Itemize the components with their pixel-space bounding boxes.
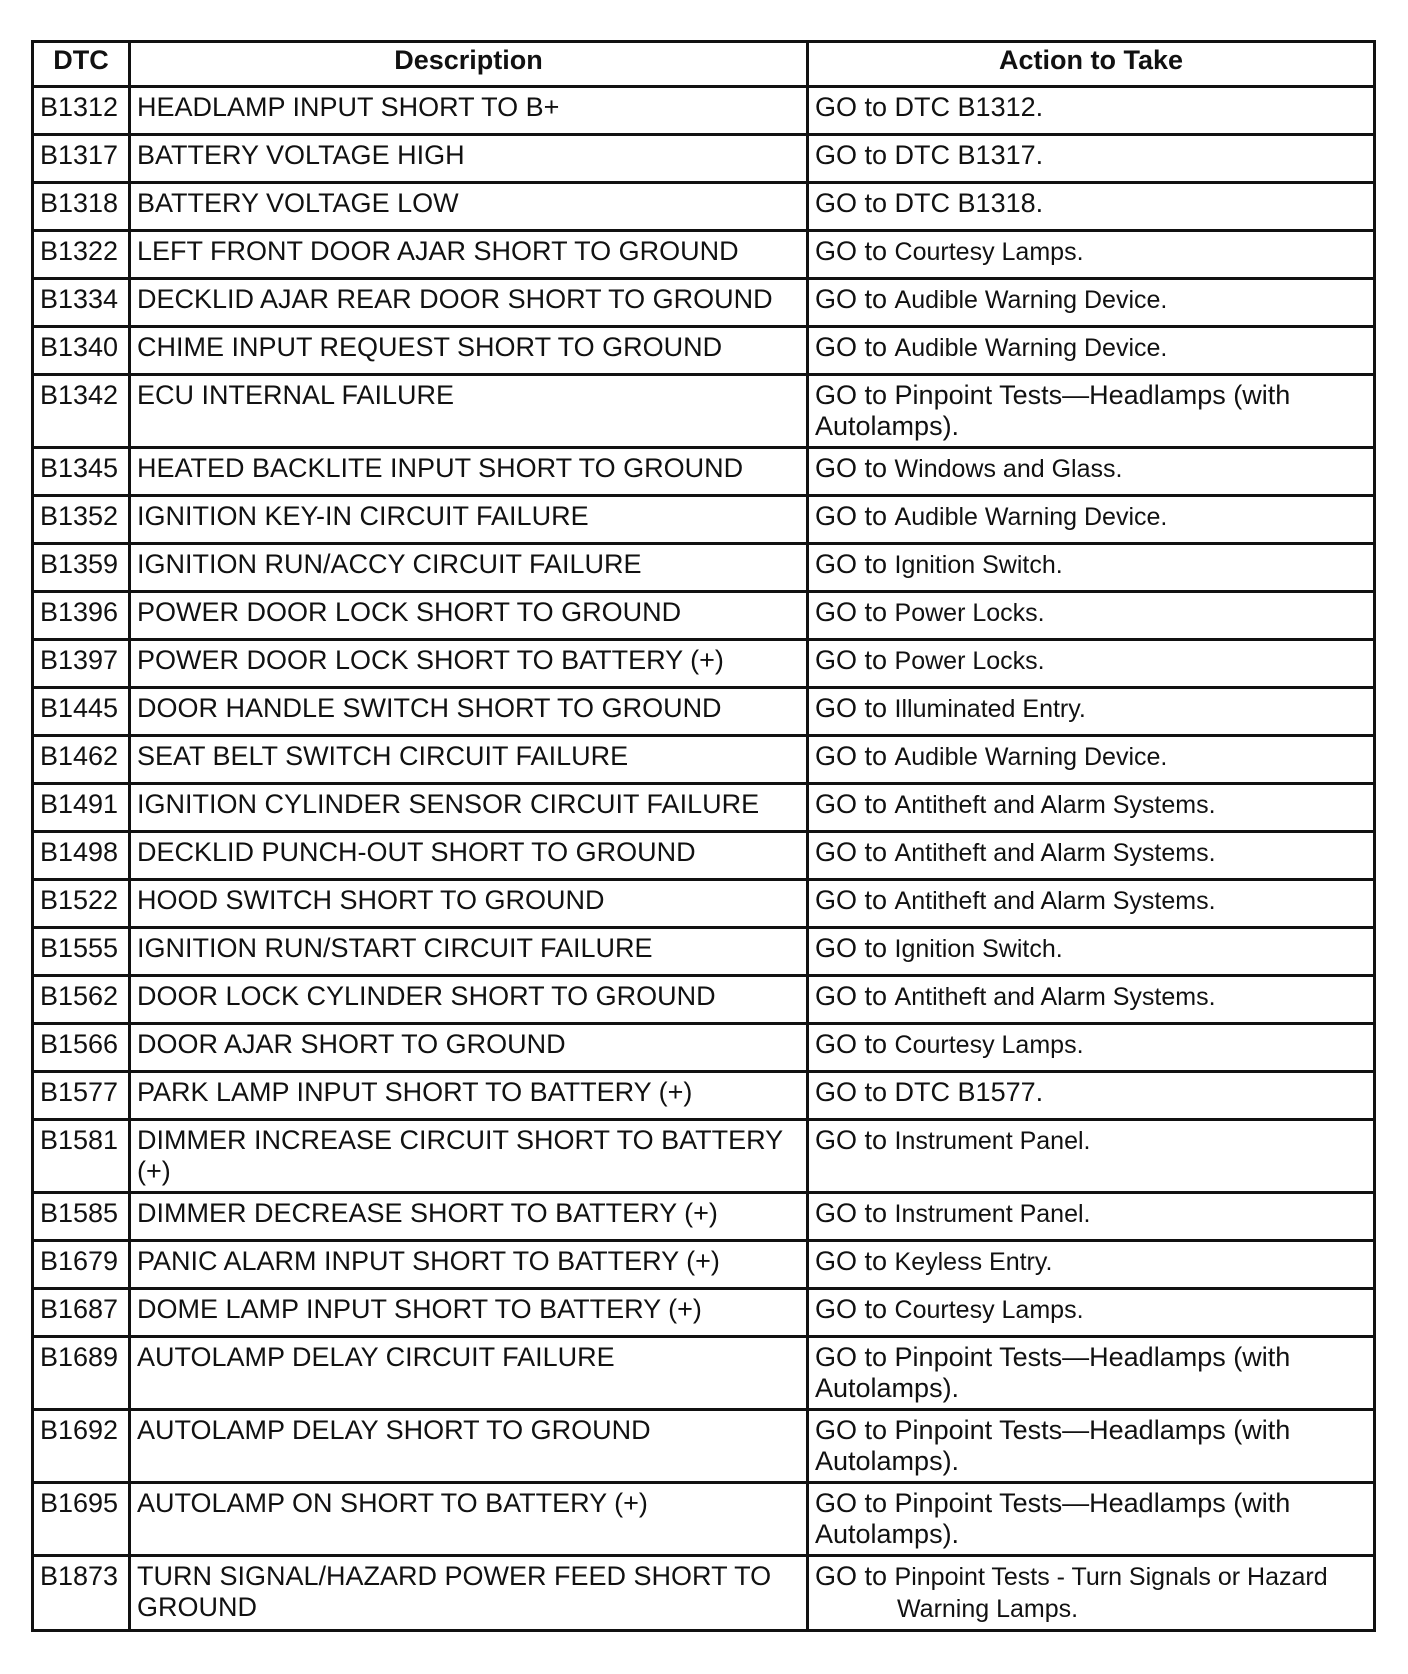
action-target-link: Audible Warning Device. (894, 286, 1168, 314)
dtc-description-cell: DECKLID AJAR REAR DOOR SHORT TO GROUND (130, 279, 808, 327)
action-target-link: Instrument Panel. (894, 1200, 1091, 1228)
action-cell (808, 736, 1375, 784)
dtc-code-cell: B1577 (33, 1072, 130, 1120)
action-target-link: Antitheft and Alarm Systems. (894, 839, 1216, 867)
dtc-code-cell: B1352 (33, 496, 130, 544)
dtc-description-cell: DECKLID PUNCH-OUT SHORT TO GROUND (130, 832, 808, 880)
action-go-label: GO to (815, 549, 888, 579)
action-go-label: GO to (815, 1342, 888, 1372)
action-go-label: GO to (815, 1294, 888, 1324)
table-row (33, 736, 1375, 784)
action-target-link: Audible Warning Device. (894, 503, 1168, 531)
action-go-label: GO to (815, 92, 888, 122)
action-cell (808, 928, 1375, 976)
dtc-code-cell: B1555 (33, 928, 130, 976)
action-go-label: GO to (815, 284, 888, 314)
action-go-label: GO to (815, 933, 888, 963)
table-row (33, 279, 1375, 327)
action-text (815, 645, 1045, 675)
dtc-code-cell: B1585 (33, 1193, 130, 1241)
action-target-link: Courtesy Lamps. (894, 1031, 1084, 1059)
dtc-description-cell: DOOR HANDLE SWITCH SHORT TO GROUND (130, 688, 808, 736)
dtc-description-cell: ECU INTERNAL FAILURE (130, 375, 808, 448)
action-go-label: GO to (815, 789, 888, 819)
dtc-code-cell: B1397 (33, 640, 130, 688)
action-text (815, 1415, 1290, 1476)
dtc-code-cell: B1562 (33, 976, 130, 1024)
table-row (33, 1193, 1375, 1241)
action-go-label: GO to (815, 741, 888, 771)
action-text (815, 933, 1063, 963)
dtc-description-cell: CHIME INPUT REQUEST SHORT TO GROUND (130, 327, 808, 375)
dtc-table (31, 40, 1376, 1632)
table-row (33, 928, 1375, 976)
dtc-description-cell: IGNITION KEY-IN CIRCUIT FAILURE (130, 496, 808, 544)
action-target-link: Antitheft and Alarm Systems. (894, 983, 1216, 1011)
action-target-link: Antitheft and Alarm Systems. (894, 791, 1216, 819)
action-go-label: GO to (815, 981, 888, 1011)
dtc-description-cell: LEFT FRONT DOOR AJAR SHORT TO GROUND (130, 231, 808, 279)
action-target-link: Audible Warning Device. (894, 743, 1168, 771)
action-cell (808, 375, 1375, 448)
action-text (815, 140, 1043, 170)
dtc-code-cell: B1318 (33, 183, 130, 231)
action-cell (808, 688, 1375, 736)
table-row (33, 1289, 1375, 1337)
action-text (815, 885, 1216, 915)
table-row (33, 135, 1375, 183)
action-go-label: GO to (815, 645, 888, 675)
action-go-label: GO to (815, 597, 888, 627)
action-text (815, 1198, 1090, 1228)
dtc-description-cell: PANIC ALARM INPUT SHORT TO BATTERY (+) (130, 1241, 808, 1289)
action-text (815, 549, 1063, 579)
header-description: Description (130, 42, 808, 87)
action-cell (808, 592, 1375, 640)
dtc-code-cell: B1317 (33, 135, 130, 183)
dtc-code-cell: B1340 (33, 327, 130, 375)
action-cell (808, 496, 1375, 544)
action-go-label: GO to (815, 380, 888, 410)
action-cell (808, 832, 1375, 880)
header-dtc: DTC (33, 42, 130, 87)
action-target-link: Ignition Switch. (894, 935, 1063, 963)
action-go-label: GO to (815, 1077, 888, 1107)
table-row (33, 640, 1375, 688)
dtc-description-cell: DOOR LOCK CYLINDER SHORT TO GROUND (130, 976, 808, 1024)
action-text (815, 501, 1167, 531)
dtc-description-cell: DIMMER DECREASE SHORT TO BATTERY (+) (130, 1193, 808, 1241)
action-text (815, 1294, 1084, 1324)
action-text (815, 236, 1084, 266)
action-go-label: GO to (815, 1488, 888, 1518)
action-go-label: GO to (815, 236, 888, 266)
action-target-link: Pinpoint Tests—Headlamps (with Autolamps). (815, 1342, 1291, 1403)
dtc-description-cell: DOME LAMP INPUT SHORT TO BATTERY (+) (130, 1289, 808, 1337)
action-cell (808, 1337, 1375, 1410)
dtc-code-cell: B1322 (33, 231, 130, 279)
dtc-description-cell: TURN SIGNAL/HAZARD POWER FEED SHORT TO GROUND (130, 1556, 808, 1631)
dtc-description-cell: HEATED BACKLITE INPUT SHORT TO GROUND (130, 448, 808, 496)
action-text (815, 789, 1216, 819)
action-text (815, 1246, 1052, 1276)
action-go-label: GO to (815, 885, 888, 915)
dtc-code-cell: B1581 (33, 1120, 130, 1193)
action-target-link: Windows and Glass. (894, 455, 1123, 483)
action-target-link: Instrument Panel. (894, 1127, 1091, 1155)
dtc-description-cell: SEAT BELT SWITCH CIRCUIT FAILURE (130, 736, 808, 784)
action-cell (808, 448, 1375, 496)
action-go-label: GO to (815, 501, 888, 531)
table-row (33, 1120, 1375, 1193)
action-go-label: GO to (815, 140, 888, 170)
action-target-link: DTC B1312. (894, 92, 1044, 122)
table-row (33, 183, 1375, 231)
action-text (815, 380, 1290, 441)
dtc-description-cell: POWER DOOR LOCK SHORT TO BATTERY (+) (130, 640, 808, 688)
table-row (33, 976, 1375, 1024)
action-text (815, 453, 1122, 483)
dtc-description-cell: IGNITION RUN/ACCY CIRCUIT FAILURE (130, 544, 808, 592)
action-text (815, 741, 1167, 771)
table-header-row (33, 42, 1375, 87)
action-go-label: GO to (815, 1561, 888, 1591)
dtc-description-cell: AUTOLAMP DELAY SHORT TO GROUND (130, 1410, 808, 1483)
action-target-link: Pinpoint Tests—Headlamps (with Autolamps). (815, 380, 1291, 441)
dtc-description-cell: IGNITION CYLINDER SENSOR CIRCUIT FAILURE (130, 784, 808, 832)
dtc-code-cell: B1689 (33, 1337, 130, 1410)
dtc-code-cell: B1566 (33, 1024, 130, 1072)
dtc-description-cell: IGNITION RUN/START CIRCUIT FAILURE (130, 928, 808, 976)
table-row (33, 448, 1375, 496)
table-row (33, 375, 1375, 448)
action-go-label: GO to (815, 1125, 888, 1155)
table-row (33, 880, 1375, 928)
action-cell (808, 279, 1375, 327)
action-target-link: DTC B1317. (894, 140, 1044, 170)
action-cell (808, 976, 1375, 1024)
action-target-link: Pinpoint Tests—Headlamps (with Autolamps). (815, 1488, 1291, 1549)
action-text (815, 1077, 1043, 1107)
action-cell (808, 1556, 1375, 1631)
action-target-link: DTC B1318. (894, 188, 1044, 218)
dtc-code-cell: B1687 (33, 1289, 130, 1337)
table-row (33, 1024, 1375, 1072)
dtc-code-cell: B1873 (33, 1556, 130, 1631)
action-cell (808, 544, 1375, 592)
action-go-label: GO to (815, 693, 888, 723)
action-target-link: Audible Warning Device. (894, 334, 1168, 362)
action-text (815, 1029, 1084, 1059)
action-cell (808, 1072, 1375, 1120)
action-cell (808, 880, 1375, 928)
table-row (33, 1241, 1375, 1289)
action-cell (808, 1120, 1375, 1193)
dtc-description-cell: DIMMER INCREASE CIRCUIT SHORT TO BATTERY (+) (130, 1120, 808, 1193)
action-text (815, 981, 1216, 1011)
dtc-description-cell: BATTERY VOLTAGE HIGH (130, 135, 808, 183)
table-row (33, 1337, 1375, 1410)
action-text (815, 188, 1043, 218)
action-go-label: GO to (815, 1029, 888, 1059)
table-row (33, 544, 1375, 592)
action-text (815, 693, 1086, 723)
dtc-code-cell: B1679 (33, 1241, 130, 1289)
action-target-link: Pinpoint Tests - Turn Signals or Hazard Warning Lamps. (894, 1563, 1328, 1623)
action-target-link: Keyless Entry. (894, 1248, 1053, 1276)
action-text (815, 1561, 1367, 1625)
table-row (33, 231, 1375, 279)
dtc-code-cell: B1491 (33, 784, 130, 832)
table-row (33, 832, 1375, 880)
dtc-code-cell: B1312 (33, 87, 130, 135)
dtc-code-cell: B1396 (33, 592, 130, 640)
action-cell (808, 1193, 1375, 1241)
action-target-link: DTC B1577. (894, 1077, 1044, 1107)
action-text (815, 837, 1216, 867)
dtc-code-cell: B1692 (33, 1410, 130, 1483)
table-row (33, 87, 1375, 135)
action-target-link: Power Locks. (894, 599, 1045, 627)
action-cell (808, 1289, 1375, 1337)
dtc-description-cell: AUTOLAMP ON SHORT TO BATTERY (+) (130, 1483, 808, 1556)
header-action: Action to Take (808, 42, 1375, 87)
action-text (815, 92, 1043, 122)
table-row (33, 592, 1375, 640)
table-row (33, 1483, 1375, 1556)
dtc-description-cell: AUTOLAMP DELAY CIRCUIT FAILURE (130, 1337, 808, 1410)
action-go-label: GO to (815, 188, 888, 218)
dtc-code-cell: B1462 (33, 736, 130, 784)
table-row (33, 784, 1375, 832)
dtc-description-cell: DOOR AJAR SHORT TO GROUND (130, 1024, 808, 1072)
table-row (33, 1410, 1375, 1483)
dtc-code-cell: B1342 (33, 375, 130, 448)
dtc-description-cell: HEADLAMP INPUT SHORT TO B+ (130, 87, 808, 135)
dtc-code-cell: B1334 (33, 279, 130, 327)
action-go-label: GO to (815, 837, 888, 867)
action-text (815, 1125, 1090, 1155)
action-go-label: GO to (815, 1415, 888, 1445)
dtc-code-cell: B1522 (33, 880, 130, 928)
action-text (815, 332, 1167, 362)
dtc-description-cell: BATTERY VOLTAGE LOW (130, 183, 808, 231)
dtc-code-cell: B1359 (33, 544, 130, 592)
table-body (33, 87, 1375, 1631)
action-target-link: Courtesy Lamps. (894, 1296, 1084, 1324)
action-cell (808, 784, 1375, 832)
action-target-link: Power Locks. (894, 647, 1045, 675)
action-cell (808, 640, 1375, 688)
action-go-label: GO to (815, 453, 888, 483)
action-text (815, 1488, 1290, 1549)
action-text (815, 284, 1167, 314)
action-target-link: Illuminated Entry. (894, 695, 1086, 723)
action-cell (808, 1483, 1375, 1556)
action-text (815, 597, 1045, 627)
table-row (33, 496, 1375, 544)
dtc-code-cell: B1445 (33, 688, 130, 736)
action-cell (808, 1410, 1375, 1483)
action-text (815, 1342, 1290, 1403)
action-cell (808, 1024, 1375, 1072)
action-target-link: Antitheft and Alarm Systems. (894, 887, 1216, 915)
dtc-code-cell: B1695 (33, 1483, 130, 1556)
action-cell (808, 183, 1375, 231)
table-row (33, 1072, 1375, 1120)
dtc-code-cell: B1345 (33, 448, 130, 496)
table-row (33, 327, 1375, 375)
action-go-label: GO to (815, 1246, 888, 1276)
dtc-description-cell: POWER DOOR LOCK SHORT TO GROUND (130, 592, 808, 640)
action-target-link: Pinpoint Tests—Headlamps (with Autolamps). (815, 1415, 1291, 1476)
action-cell (808, 1241, 1375, 1289)
table-row (33, 1556, 1375, 1631)
action-go-label: GO to (815, 332, 888, 362)
action-cell (808, 135, 1375, 183)
action-cell (808, 231, 1375, 279)
action-cell (808, 327, 1375, 375)
table-row (33, 688, 1375, 736)
action-go-label: GO to (815, 1198, 888, 1228)
dtc-description-cell: HOOD SWITCH SHORT TO GROUND (130, 880, 808, 928)
action-target-link: Ignition Switch. (894, 551, 1063, 579)
action-cell (808, 87, 1375, 135)
dtc-code-cell: B1498 (33, 832, 130, 880)
action-target-link: Courtesy Lamps. (894, 238, 1084, 266)
dtc-description-cell: PARK LAMP INPUT SHORT TO BATTERY (+) (130, 1072, 808, 1120)
